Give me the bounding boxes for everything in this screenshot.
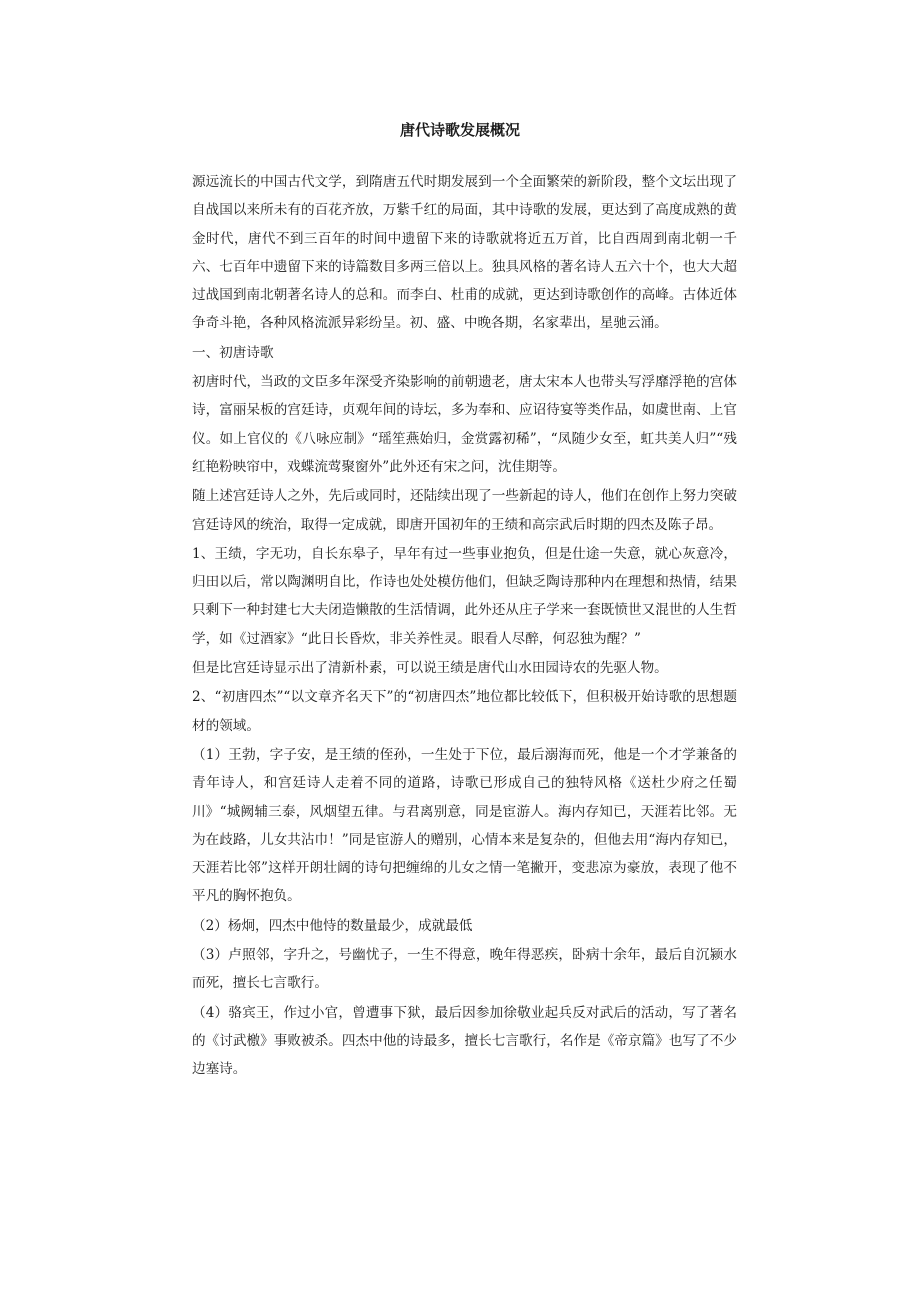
paragraph-yang-jiong: （2）杨炯，四杰中他恃的数量最少，成就最低 (192, 917, 473, 934)
paragraph-luo-binwang: （4）骆宾王，作过小官，曾遭事下狱，最后因参加徐敬业起兵反对武后的活动，写了著名的《讨武檄》事败被杀。四杰中他的诗最多，擅长七言歌行，名作是《帝京篇》也写了不少边塞诗。 (192, 1004, 737, 1078)
document-title: 唐代诗歌发展概况 (399, 121, 520, 139)
paragraph-wang-ji-summary: 但是比宫廷诗显示出了清新朴素，可以说王绩是唐代山水田园诗农的先驱人物。 (192, 660, 668, 677)
paragraph-new-poets: 随上述宫廷诗人之外，先后或同时，还陆续出现了一些新起的诗人，他们在创作上努力突破宫廷诗风的统治，取得一定成就，即唐开国初年的王绩和高宗武后时期的四杰及陈子昂。 (192, 488, 737, 533)
document-body (192, 168, 737, 1085)
paragraph-intro: 源远流长的中国古代文学，到隋唐五代时期发展到一个全面繁荣的新阶段，整个文坛出现了自战国以来所未有的百花齐放，万紫千红的局面，其中诗歌的发展，更达到了高度成熟的黄金时代，唐代不到三百年的时间中遗留下来的诗歌就将近五万首，比自西周到南北朝一千六、七百年中遗留下来的诗篇数目多两三倍以上。独具风格的著名诗人五六十个，也大大超过战国到南北朝著名诗人的总和。而李白、杜甫的成就，更达到诗歌创作的高峰。古体近体争奇斗艳，各种风格流派异彩纷呈。初、盛、中晚各期，名家辈出，星驰云涌。 (192, 174, 737, 332)
paragraph-wang-bo: （1）王勃，字子安，是王绩的侄孙，一生处于下位，最后溺海而死，他是一个才学兼备的青年诗人，和宫廷诗人走着不同的道路，诗歌已形成自己的独特风格《送杜少府之任蜀川》“城阙辅三泰，风烟望五律。与君离别意，同是宦游人。海内存知已，天涯若比邻。无为在歧路，儿女共沾巾！”同是宦游人的赠别，心情本来是复杂的，但他去用“海内存知已，天涯若比邻”这样开朗壮阔的诗句把缠绵的儿女之情一笔撇开，变悲凉为豪放，表现了他不平凡的胸怀抱负。 (192, 746, 737, 905)
paragraph-court-poetry: 初唐时代，当政的文臣多年深受齐染影响的前朝遗老，唐太宋本人也带头写浮靡浮艳的宫体诗，富丽呆板的宫廷诗，贞观年间的诗坛，多为奉和、应诏待宴等类作品，如虞世南、上官仪。如上官仪的《八咏应制》“瑶笙燕始归，金赏露初稀”，“凤随少女至，虹共美人归”“残红艳粉映帘中，戏蝶流莺聚窗外”此外还有宋之问，沈佳期等。 (192, 374, 737, 475)
paragraph-lu-zhaolin: （3）卢照邻，字升之，号幽忧子，一生不得意，晚年得恶疾，卧病十余年，最后自沉颍水而死，擅长七言歌行。 (192, 947, 737, 992)
section-heading-early-tang: 一、初唐诗歌 (192, 344, 274, 361)
paragraph-wang-ji: 1、王绩，字无功，自长东皋子，早年有过一些事业抱负，但是仕途一失意，就心灰意冷，归田以后，常以陶渊明自比，作诗也处处模仿他们，但缺乏陶诗那种内在理想和热情，结果只剩下一种封建七大夫闭造懒散的生活情调，此外还从庄子学来一套既愤世又混世的人生哲学，如《过酒家》“此日长昏炊，非关养性灵。眼看人尽醉，何忍独为醒？” (192, 545, 737, 647)
paragraph-four-masters: 2、“初唐四杰”“以文章齐名天下”的“初唐四杰”地位都比较低下，但积极开始诗歌的思想题材的领域。 (192, 689, 737, 734)
